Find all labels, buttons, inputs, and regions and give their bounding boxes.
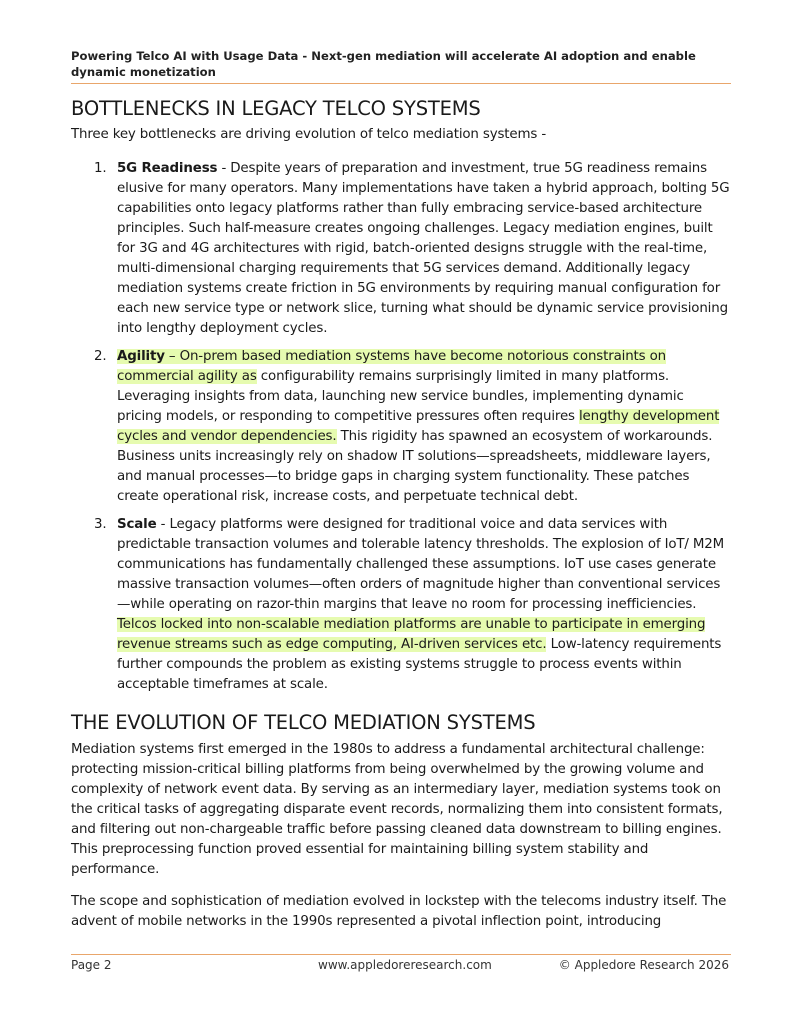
section-intro: Three key bottlenecks are driving evolution of telco mediation systems - (71, 127, 547, 142)
list-item-5g-readiness (71, 159, 731, 339)
item-title: Scale (117, 517, 157, 532)
list-number: 2. (94, 349, 107, 364)
item-title: 5G Readiness (117, 161, 218, 176)
page-footer (71, 954, 731, 976)
running-header (71, 48, 731, 84)
highlighted-text: Telcos locked into non-scalable mediation platforms are unable to participate in emerging revenue streams such as edge computing, AI-driven services etc. (117, 617, 706, 652)
paragraph: The scope and sophistication of mediation evolved in lockstep with the telecoms industry itself. The advent of mobile networks in the 1990s represented a pivotal inflection point, introducing (71, 894, 727, 929)
list-item-scale (71, 515, 731, 695)
section-heading-bottlenecks: BOTTLENECKS IN LEGACY TELCO SYSTEMS (71, 97, 481, 120)
item-title: Agility (117, 349, 165, 364)
item-text: Low-latency requirements further compounds the problem as existing systems struggle to process events within acceptable timeframes at scale. (117, 637, 722, 692)
list-item-agility (71, 347, 731, 507)
item-text: - Legacy platforms were designed for traditional voice and data services with predictable transaction volumes and tolerable latency thresholds. The explosion of IoT/ M2M communications has fundamentally challenged these assumptions. IoT use cases generate massive transaction volumes—often orders of magnitude higher than conventional services—while operating on razor-thin margins that leave no room for processing inefficiencies. (117, 517, 725, 612)
highlighted-text: lengthy development cycles and vendor dependencies. (117, 409, 720, 444)
bottleneck-list (71, 159, 731, 695)
footer-url: www.appledoreresearch.com (318, 958, 492, 972)
section-heading-evolution: THE EVOLUTION OF TELCO MEDIATION SYSTEMS (71, 711, 536, 734)
item-text: - Despite years of preparation and investment, true 5G readiness remains elusive for many operators. Many implementations have taken a hybrid approach, bolting 5G capabilities onto legacy platforms rather than fully embracing service-based architecture principles. Such half-measure creates ongoing challenges. Legacy mediation engines, built for 3G and 4G architectures with rigid, batch-oriented designs struggle with the real-time, multi-dimensional charging requirements that 5G services demand. Additionally legacy mediation systems create friction in 5G environments by requiring manual configuration for each new service type or network slice, turning what should be dynamic service provisioning into lengthy deployment cycles. (117, 161, 730, 336)
item-text: This rigidity has spawned an ecosystem of workarounds. Business units increasingly rely on shadow IT solutions—spreadsheets, middleware layers, and manual processes—to bridge gaps in charging system functionality. These patches create operational risk, increase costs, and perpetuate technical debt. (117, 429, 713, 504)
list-number: 1. (94, 161, 107, 176)
paragraph: Mediation systems first emerged in the 1980s to address a fundamental architectural challenge: protecting mission-critical billing platforms from being overwhelmed by the growing volume and complexity of network event data. By serving as an intermediary layer, mediation systems took on the critical tasks of aggregating disparate event records, normalizing them into consistent formats, and filtering out non-chargeable traffic before passing cleaned data downstream to billing engines. This preprocessing function proved essential for maintaining billing system stability and performance. (71, 742, 723, 877)
running-header-title: Powering Telco AI with Usage Data - Next-gen mediation will accelerate AI adoption and enable dynamic monetization (71, 49, 696, 79)
highlighted-text: – On-prem based mediation systems have become notorious constraints on commercial agility as (117, 349, 666, 384)
list-number: 3. (94, 517, 107, 532)
page-number: Page 2 (71, 958, 112, 972)
item-text: configurability remains surprisingly limited in many platforms. Leveraging insights from data, launching new service bundles, implementing dynamic pricing models, or responding to competitive pressures often requires (117, 369, 684, 424)
footer-copyright: © Appledore Research 2026 (558, 958, 729, 972)
